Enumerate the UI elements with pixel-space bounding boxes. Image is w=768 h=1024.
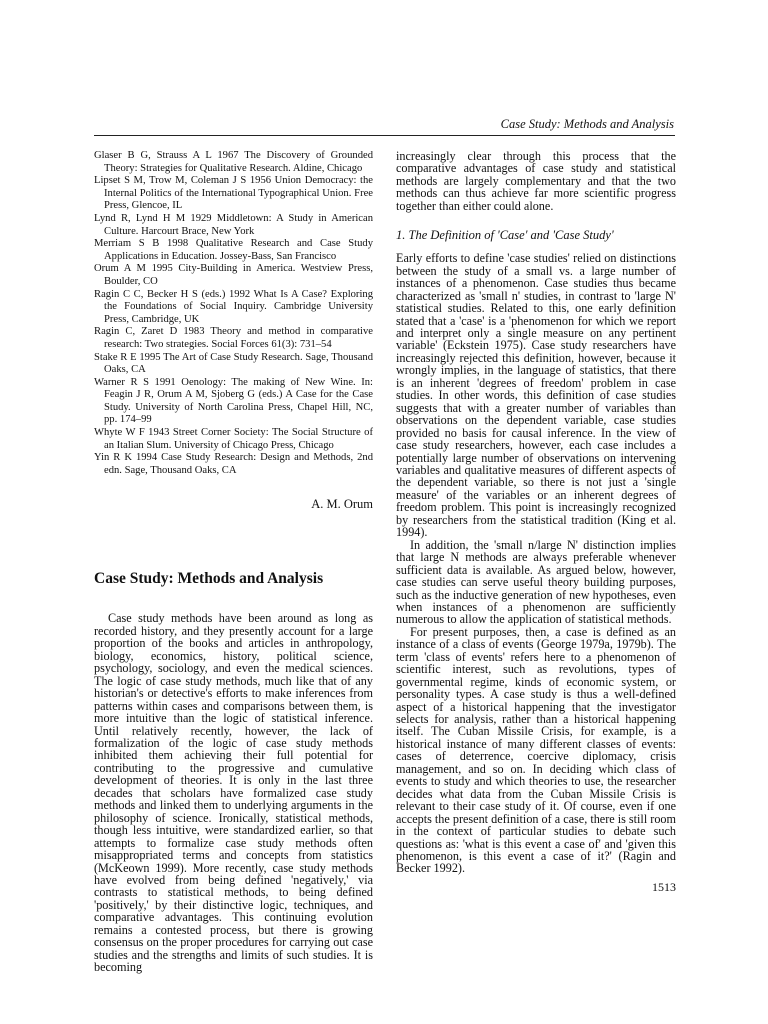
reference-item: Ragin C, Zaret D 1983 Theory and method in comparative research: Two strategies. Social Forces 61(3): 731–54 bbox=[94, 326, 373, 350]
reference-item: Warner R S 1991 Oenology: The making of New Wine. In: Feagin J R, Orum A M, Sjoberg G (eds.) A Case for the Case Study. University of North Carolina Press, Chapel Hill, NC, pp. 174–99 bbox=[94, 376, 373, 426]
intro-paragraph: Case study methods have been around as long as recorded history, and they presently account for a large proportion of the books and articles in anthropology, biology, economics, history, political science, psychology, sociology, and even the medical sciences. The logic of case study methods, much like that of any historian's or detective's efforts to make inferences from patterns within cases and comparisons between them, is more intuitive than the logic of statistical inference. Until relatively recently, however, the lack of formalization of the logic of case study methods inhibited them achieving their full potential for contributing to the progressive and cumulative development of theories. It is only in the last three decades that scholars have formalized case study methods and linked them to underlying arguments in the philosophy of science. Ironically, statistical methods, though less intuitive, were standardized earlier, so that attempts to formalize case study methods often misappropriated terms and concepts from statistics (McKeown 1999). More recently, case study methods have evolved from being defined 'negatively,' via contrasts to statistical methods, to being defined 'positively,' by their distinctive logic, techniques, and comparative advantages. This continuing evolution remains a contested process, but there is growing consensus on the proper procedures for carrying out case studies and the strengths and limits of such studies. It is becoming bbox=[94, 611, 373, 975]
reference-item: Yin R K 1994 Case Study Research: Design and Methods, 2nd edn. Sage, Thousand Oaks, CA bbox=[94, 452, 373, 476]
section-paragraph: For present purposes, then, a case is defined as an instance of a class of events (George 1979a, 1979b). The term 'class of events' refers here to a phenomenon of scientific interest, such as revolutions, types of governmental regime, kinds of economic system, or personality types. A case study is thus a well-defined aspect of a historical happening that the investigator selects for analysis, rather than a historical happening itself. The Cuban Missile Crisis, for example, is a historical instance of many different classes of events: cases of deterrence, coercive diplomacy, crisis management, and so on. In deciding which class of events to study and which theories to use, the researcher decides what data from the Cuban Missile Crisis is relevant to their case study of it. Of course, even if one accepts the present definition of a case, there is still room in the context of particular studies to debate such questions as: 'what is this event a case of' and 'given this phenomenon, is this event a case of it?' (Ragin and Becker 1992). bbox=[396, 624, 676, 876]
left-column bbox=[94, 150, 373, 974]
running-title: Case Study: Methods and Analysis bbox=[500, 117, 674, 131]
section-paragraph: In addition, the 'small n/large N' distinction implies that large N methods are always preferable whenever sufficient data is available. As argued below, however, case studies can serve useful theory building purposes, such as the inductive generation of new hypotheses, even when instances of a phenomenon are sufficiently numerous to allow the application of statistical methods. bbox=[396, 537, 676, 627]
reference-item: Lynd R, Lynd H M 1929 Middletown: A Study in American Culture. Harcourt Brace, New York bbox=[94, 212, 373, 237]
reference-item: Ragin C C, Becker H S (eds.) 1992 What Is A Case? Exploring the Foundations of Social Inquiry. Cambridge University Press, Cambridge, UK bbox=[94, 288, 373, 325]
reference-item: Lipset S M, Trow M, Coleman J S 1956 Union Democracy: the Internal Politics of the International Typographical Union. Free Press, Glencoe, IL bbox=[94, 175, 373, 212]
author-signature: A. M. Orum bbox=[311, 497, 373, 512]
reference-item: Merriam S B 1998 Qualitative Research and Case Study Applications in Education. Jossey-Bass, San Francisco bbox=[94, 238, 373, 262]
reference-item: Glaser B G, Strauss A L 1967 The Discovery of Grounded Theory: Strategies for Qualitative Research. Aldine, Chicago bbox=[94, 150, 373, 174]
intro-continuation: increasingly clear through this process that the comparative advantages of case study and statistical methods are largely complementary and that the two methods can thus achieve far more scientific progress together than either could alone. bbox=[396, 149, 676, 213]
page-number: 1513 bbox=[652, 880, 676, 894]
reference-item: Whyte W F 1943 Street Corner Society: The Social Structure of an Italian Slum. University of Chicago Press, Chicago bbox=[94, 427, 373, 451]
section-paragraph: Early efforts to define 'case studies' relied on distinctions between the study of a small vs. a large number of instances of a phenomenon. Case studies thus became characterized as 'small n' studies, in contrast to 'large N' statistical studies. Related to this, one early definition stated that a 'case' is a 'phenomenon for which we report and interpret only a single measure on any pertinent variable' (Eckstein 1975). Case study researchers have increasingly rejected this definition, however, because it wrongly implies, in the language of statistics, that there is an inherent 'degrees of freedom' problem in case studies. In other words, this definition of case studies suggests that with a greater number of variables than observations on the dependent variable, case studies provided no basis for causal inference. In the view of case study researchers, however, each case includes a potentially large number of observations on intervening variables and qualitative measures of different aspects of the dependent variable, so there is not just a 'single measure' of the variables or an inherent degrees of freedom problem. This point is increasingly recognized by researchers from the statistical tradition (King et al. 1994). bbox=[396, 251, 676, 540]
article-title: Case Study: Methods and Analysis bbox=[94, 570, 324, 588]
section-heading: 1. The Definition of 'Case' and 'Case Study' bbox=[396, 228, 614, 243]
reference-item: Stake R E 1995 The Art of Case Study Research. Sage, Thousand Oaks, CA bbox=[94, 351, 373, 376]
reference-list bbox=[94, 150, 373, 477]
header-rule bbox=[94, 135, 675, 136]
reference-item: Orum A M 1995 City-Building in America. Westview Press, Boulder, CO bbox=[94, 263, 373, 287]
right-column bbox=[396, 150, 676, 875]
